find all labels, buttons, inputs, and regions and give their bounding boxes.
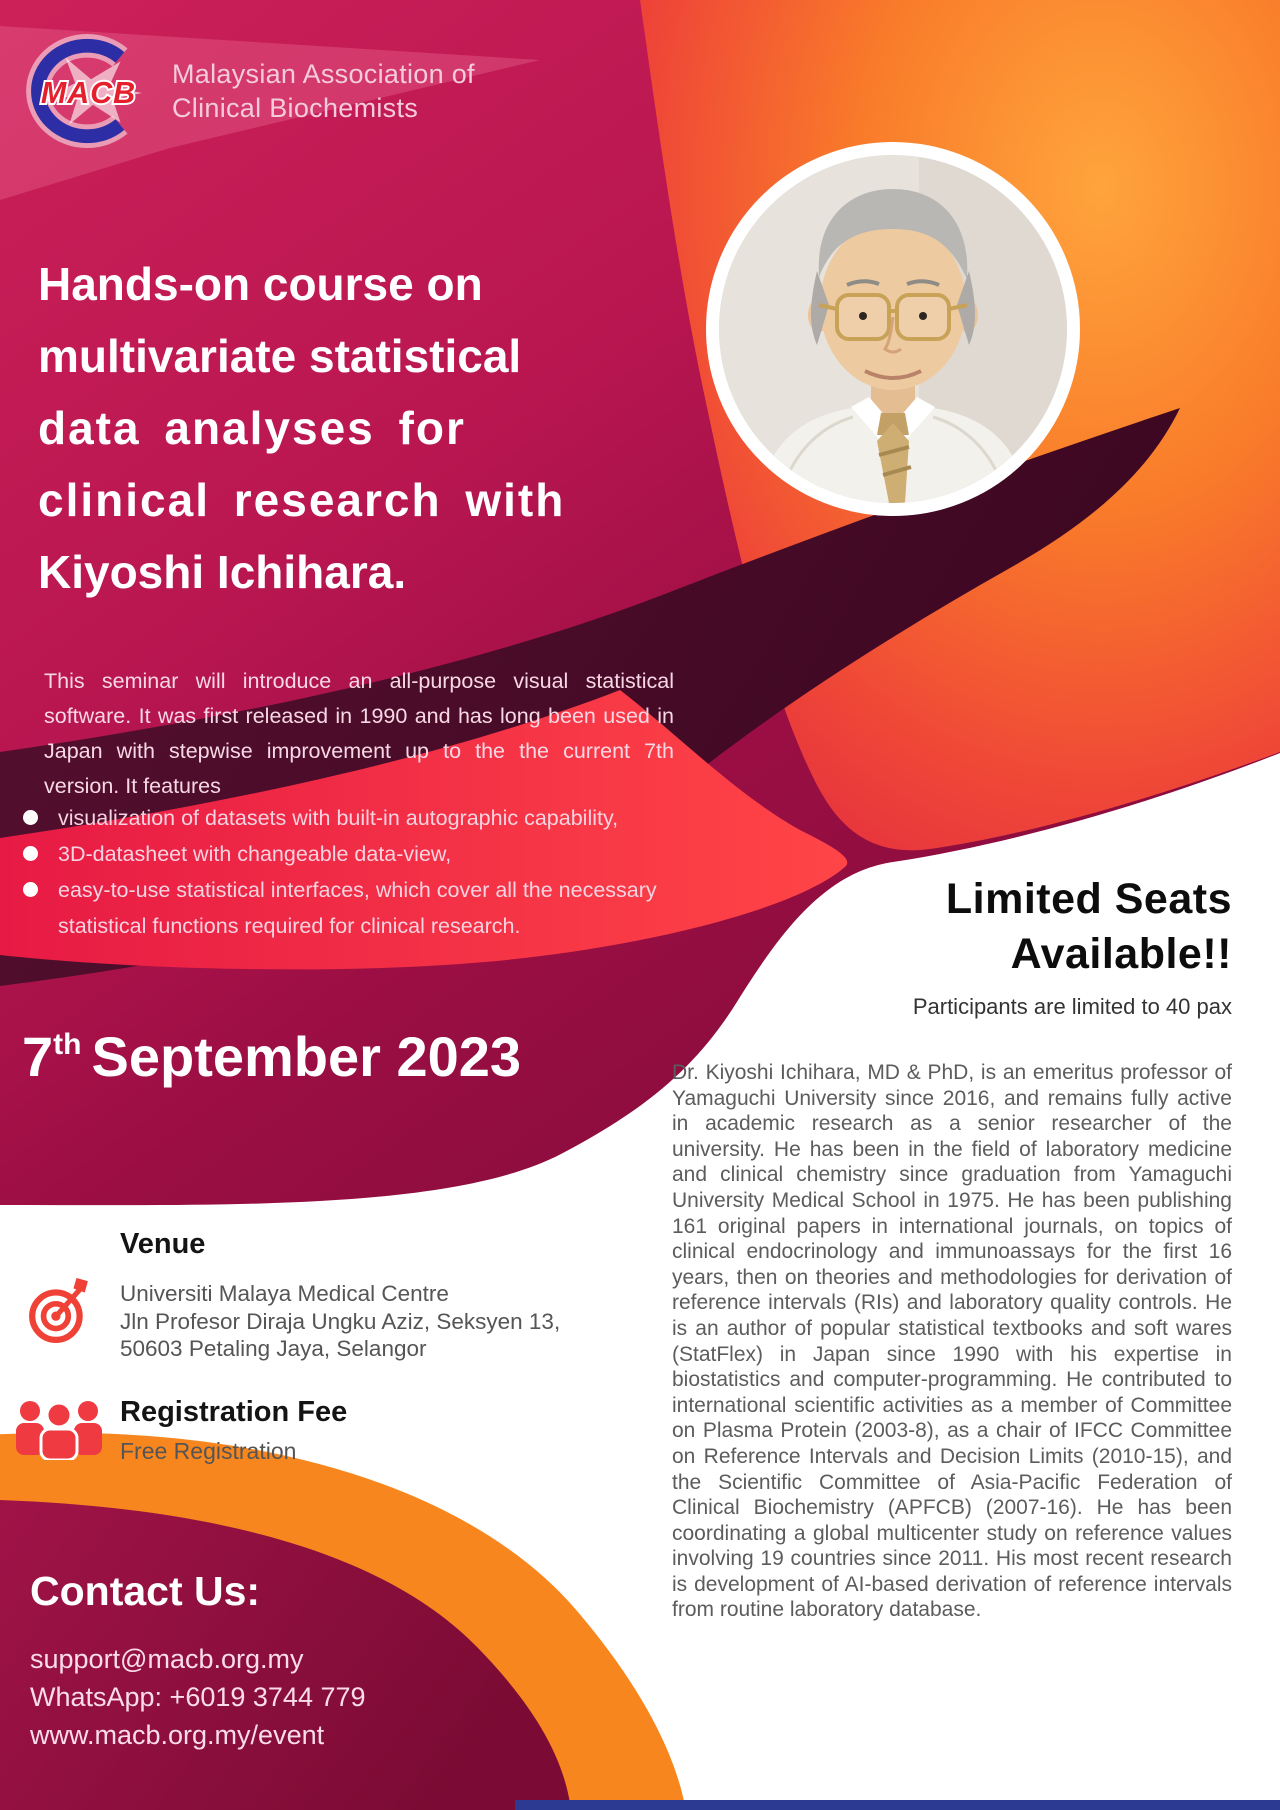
speaker-bio: Dr. Kiyoshi Ichihara, MD & PhD, is an emeritus professor of Yamaguchi University since 2016, and remains fully active in academic research as a senior researcher of the university. He has been in the field of laboratory medicine and clinical chemistry since graduation from Yamaguchi University Medical School in 1975. He has been publishing 161 original papers in international journals, on topics of clinical endocrinology and immunoassays for the first 16 years, then on theories and methodologies for derivation of reference intervals (RIs) and laboratory quality controls. He is an author of popular statistical textbooks and soft wares (StatFlex) in Japan since 1990 with his expertise in biostatistics and computer-programming. He contributed to international scientific activities as a member of Committee on Plasma Protein (2003-8), as a chair of IFCC Committee on Reference Intervals and Decision Limits (2010-15), and the Scientific Committee of Asia-Pacific Federation of Clinical Biochemistry (APFCB) (2007-16). He has been coordinating a global multicenter study on reference values involving 19 countries since 2011. His most recent research is development of AI-based derivation of reference intervals from routine laboratory database. [672,1061,1232,1622]
people-group-icon [14,1396,104,1460]
title-line: Kiyoshi Ichihara. [38,546,407,598]
org-name-line1: Malaysian Association of [172,59,475,89]
venue-address-line2: Jln Profesor Diraja Ungku Aziz, Seksyen 13, [120,1308,561,1334]
target-dart-icon [26,1278,92,1344]
feature-list [22,800,704,944]
logo-text: MACB [40,75,137,110]
feature-item: easy-to-use statistical interfaces, which cover all the necessary statistical functions required for clinical research. [22,872,704,944]
venue-address [120,1280,560,1363]
registration-detail: Free Registration [120,1438,297,1464]
contact-email[interactable]: support@macb.org.my [30,1644,304,1674]
seats-note: Participants are limited to 40 pax [912,994,1232,1019]
speaker-portrait [706,142,1080,516]
contact-details [30,1640,366,1754]
seats-headline-line1: Limited Seats [945,875,1232,923]
contact-heading: Contact Us: [30,1568,261,1614]
event-date-monthyear: September 2023 [91,1025,522,1088]
title-line: multivariate statistical [38,330,522,382]
contact-whatsapp[interactable]: WhatsApp: +6019 3744 779 [30,1682,366,1712]
contact-website[interactable]: www.macb.org.my/event [30,1720,325,1750]
header [26,34,475,148]
event-date-day: 7 [22,1025,54,1088]
org-name-line2: Clinical Biochemists [172,93,419,123]
venue-address-line1: Universiti Malaya Medical Centre [120,1281,449,1306]
title-line: clinical research with [38,474,566,526]
seminar-intro: This seminar will introduce an all-purpose visual statistical software. It was first released in 1990 and has long been used in Japan with stepwise improvement up to the the current 7th version. It features [44,669,674,798]
feature-item: 3D-datasheet with changeable data-view, [22,836,704,872]
event-date-suffix: th [53,1028,82,1061]
feature-item: visualization of datasets with built-in autographic capability, [22,800,704,836]
venue-heading: Venue [120,1228,206,1260]
seats-headline-line2: Available!! [1010,930,1232,978]
org-name [172,57,475,125]
event-date [22,1024,521,1089]
navy-bottom-bar [515,1800,1280,1810]
page-title [38,248,565,608]
venue-address-line3: 50603 Petaling Jaya, Selangor [120,1336,427,1361]
macb-ring-logo [26,34,156,148]
seats-callout [672,872,1232,1020]
speaker-portrait-illustration [719,155,1067,503]
title-line: data analyses for [38,402,466,454]
registration-heading: Registration Fee [120,1396,348,1428]
title-line: Hands-on course on [38,258,483,310]
